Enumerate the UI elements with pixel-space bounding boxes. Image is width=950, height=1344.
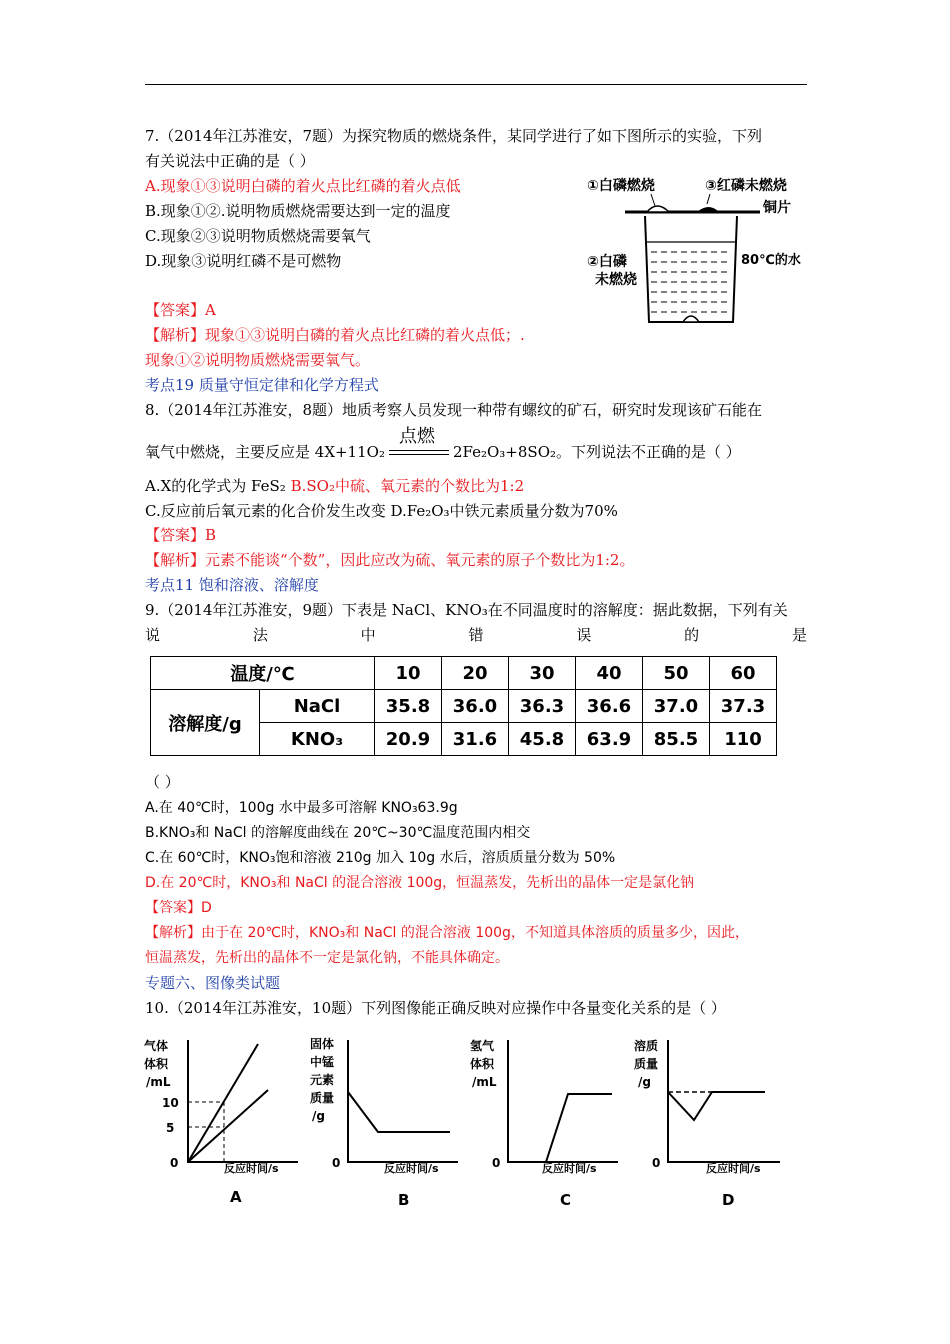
temp-cell: 20: [442, 657, 509, 690]
beaker: [645, 216, 737, 322]
q8-options-row2: [145, 501, 618, 521]
graph-a-line-2: [188, 1090, 268, 1162]
q7-experiment-figure: [585, 172, 810, 332]
water-hatching: [651, 252, 731, 312]
fig-label-water: 80℃的水: [741, 253, 801, 268]
q10-stem: 10.（2014年江苏淮安，10题）下列图像能正确反映对应操作中各量变化关系的是（ ）: [145, 999, 726, 1017]
graph-a: [144, 1038, 298, 1206]
graph-d-curve: [668, 1092, 765, 1120]
table-cell: 63.9: [576, 723, 643, 756]
solubility-label: 溶解度/g: [151, 690, 260, 756]
fig-label-white-phosphorus-burning: ①白磷燃烧: [587, 178, 655, 194]
q8-stem-line2: [145, 426, 741, 463]
graph-d-ylabel-2: 质量: [634, 1057, 659, 1071]
table-cell: 20.9: [375, 723, 442, 756]
fig-label-white-phosphorus-unburnt-1: ②白磷: [587, 254, 627, 270]
fig-label-red-phosphorus: ③红磷未燃烧: [705, 178, 787, 194]
graph-a-axes: [188, 1040, 298, 1162]
graph-c-ylabel-2: 体积: [470, 1057, 495, 1071]
pointer-line-1: [651, 194, 655, 206]
temp-cell: 50: [643, 657, 710, 690]
q9-word: 法: [252, 626, 268, 644]
q7-option-b: B.现象①②.说明物质燃烧需要达到一定的温度: [145, 202, 451, 220]
q9-option-d: D.在 20℃时，KNO₃和 NaCl 的混合溶液 100g，恒温蒸发，先析出的晶体一定是氯化钠: [145, 875, 695, 891]
q8-option-c: C.反应前后氧元素的化合价发生改变: [145, 502, 386, 520]
graph-d-xlabel: 反应时间/s: [706, 1162, 761, 1175]
q7-answer: 【答案】A: [145, 301, 216, 319]
table-cell: 110: [710, 723, 777, 756]
q9-analysis-line2: 恒温蒸发，先析出的晶体不一定是氯化钠，不能具体确定。: [145, 950, 509, 966]
submerged-white-phosphorus: [683, 316, 699, 322]
table-row: [151, 690, 777, 723]
red-phosphorus-pile: [697, 207, 719, 212]
temp-cell: 60: [710, 657, 777, 690]
temp-cell: 40: [576, 657, 643, 690]
graph-a-ylabel-1: 气体: [144, 1039, 169, 1053]
q8-answer: 【答案】B: [145, 526, 217, 544]
q7-option-d: D.现象③说明红磷不是可燃物: [145, 252, 342, 270]
reaction-arrow: [389, 426, 449, 463]
graph-a-ylabel-3: /mL: [146, 1075, 171, 1089]
substance-name: KNO₃: [260, 723, 375, 756]
graph-c-curve: [508, 1094, 612, 1162]
table-cell: 85.5: [643, 723, 710, 756]
q7-analysis-line1: 【解析】现象①③说明白磷的着火点比红磷的着火点低；.: [145, 326, 525, 344]
q8-stem-line1: 8.（2014年江苏淮安，8题）地质考察人员发现一种带有螺纹的矿石，研究时发现该矿石能在: [145, 401, 763, 419]
q9-stem-line2: [145, 625, 807, 645]
substance-name: NaCl: [260, 690, 375, 723]
q9-word: 误: [576, 626, 592, 644]
temp-cell: 10: [375, 657, 442, 690]
q7-option-c: C.现象②③说明物质燃烧需要氧气: [145, 227, 371, 245]
graph-a-letter: A: [230, 1188, 242, 1206]
solubility-table: [150, 656, 777, 756]
q9-word: 中: [360, 626, 376, 644]
topic-6-heading: 专题六、图像类试题: [145, 974, 281, 992]
q9-paren: （ ）: [145, 773, 180, 791]
graph-d-ylabel-3: /g: [638, 1075, 651, 1089]
q8-equation-left: 氧气中燃烧，主要反应是 4X+11O₂: [145, 443, 385, 461]
table-header-row: [151, 657, 777, 690]
graph-b-ylabel-3: 元素: [310, 1073, 335, 1087]
q8-option-a: A.X的化学式为 FeS₂: [145, 477, 286, 495]
graph-a-line-1: [188, 1044, 258, 1162]
graph-b-tick-0: 0: [332, 1156, 341, 1170]
q7-analysis-line2: 现象①②说明物质燃烧需要氧气。: [145, 351, 371, 369]
graph-d-letter: D: [722, 1191, 735, 1209]
table-cell: 31.6: [442, 723, 509, 756]
graph-c: [470, 1038, 618, 1209]
table-cell: 36.0: [442, 690, 509, 723]
graph-b: [310, 1036, 458, 1209]
q9-word: 错: [468, 626, 484, 644]
q7-option-a: A.现象①③说明白磷的着火点比红磷的着火点低: [145, 177, 461, 195]
graph-c-tick-0: 0: [492, 1156, 501, 1170]
fig-label-white-phosphorus-unburnt-2: 未燃烧: [595, 272, 637, 288]
graph-a-xlabel: 反应时间/s: [224, 1162, 279, 1175]
q8-analysis: 【解析】元素不能谈“个数”，因此应改为硫、氧元素的原子个数比为1:2。: [145, 551, 635, 569]
topic-11-heading: 考点11 饱和溶液、溶解度: [145, 576, 319, 594]
q9-option-b: B.KNO₃和 NaCl 的溶解度曲线在 20℃~30℃温度范围内相交: [145, 825, 531, 841]
graph-c-ylabel-1: 氢气: [470, 1039, 495, 1053]
graph-d-ylabel-1: 溶质: [634, 1039, 659, 1053]
q9-word: 是: [791, 626, 807, 644]
graph-b-xlabel: 反应时间/s: [384, 1162, 439, 1175]
topic-19-heading: 考点19 质量守恒定律和化学方程式: [145, 376, 379, 394]
graph-a-tick-5: 5: [166, 1121, 175, 1135]
graph-b-ylabel-5: /g: [312, 1109, 325, 1123]
white-phosphorus-pile: [647, 206, 669, 212]
graph-a-tick-10: 10: [162, 1096, 179, 1110]
table-cell: 45.8: [509, 723, 576, 756]
graph-d-axes: [668, 1040, 780, 1162]
graph-c-xlabel: 反应时间/s: [542, 1162, 597, 1175]
q9-word: 的: [684, 626, 700, 644]
q9-answer: 【答案】D: [145, 900, 212, 916]
q8-options-row1: [145, 476, 524, 496]
fig-label-copper: 铜片: [763, 200, 791, 216]
q10-graphs: [140, 1030, 820, 1220]
q8-equation-right: 2Fe₂O₃+8SO₂。下列说法不正确的是（ ）: [452, 443, 741, 461]
pointer-line-3: [707, 194, 710, 204]
temp-header: 温度/℃: [151, 657, 375, 690]
q9-analysis-line1: 【解析】由于在 20℃时，KNO₃和 NaCl 的混合溶液 100g，不知道具体溶质的质量多少，因此，: [145, 925, 749, 941]
q9-word: 说: [145, 626, 161, 644]
temp-cell: 30: [509, 657, 576, 690]
q9-option-c: C.在 60℃时，KNO₃饱和溶液 210g 加入 10g 水后，溶质质量分数为 50%: [145, 850, 616, 866]
graph-b-curve: [348, 1092, 450, 1132]
table-cell: 35.8: [375, 690, 442, 723]
graph-c-letter: C: [560, 1191, 572, 1209]
graph-b-ylabel-2: 中锰: [310, 1055, 335, 1069]
table-cell: 37.3: [710, 690, 777, 723]
graph-c-ylabel-3: /mL: [472, 1075, 497, 1089]
reaction-condition: 点燃: [398, 426, 435, 447]
q7-stem-line1: 7.（2014年江苏淮安，7题）为探究物质的燃烧条件，某同学进行了如下图所示的实验，下列: [145, 127, 763, 145]
table-cell: 37.0: [643, 690, 710, 723]
graph-a-tick-0: 0: [170, 1156, 179, 1170]
graph-b-axes: [348, 1040, 458, 1162]
table-cell: 36.6: [576, 690, 643, 723]
q8-option-b: B.SO₂中硫、氧元素的个数比为1:2: [290, 477, 525, 495]
q9-option-a: A.在 40℃时，100g 水中最多可溶解 KNO₃63.9g: [145, 800, 458, 816]
graph-c-axes: [508, 1040, 618, 1162]
header-rule: [145, 84, 807, 85]
graph-a-ylabel-2: 体积: [144, 1057, 169, 1071]
q8-option-d: D.Fe₂O₃中铁元素质量分数为70%: [390, 502, 618, 520]
graph-b-ylabel-4: 质量: [310, 1091, 335, 1105]
graph-b-ylabel-1: 固体: [310, 1037, 335, 1051]
q9-stem-line1: 9.（2014年江苏淮安，9题）下表是 NaCl、KNO₃在不同温度时的溶解度：据此数据，下列有关: [145, 601, 788, 619]
table-cell: 36.3: [509, 690, 576, 723]
q7-stem-line2: 有关说法中正确的是（ ）: [145, 152, 315, 170]
graph-d-tick-0: 0: [652, 1156, 661, 1170]
graph-b-letter: B: [398, 1191, 410, 1209]
graph-d: [634, 1038, 780, 1209]
